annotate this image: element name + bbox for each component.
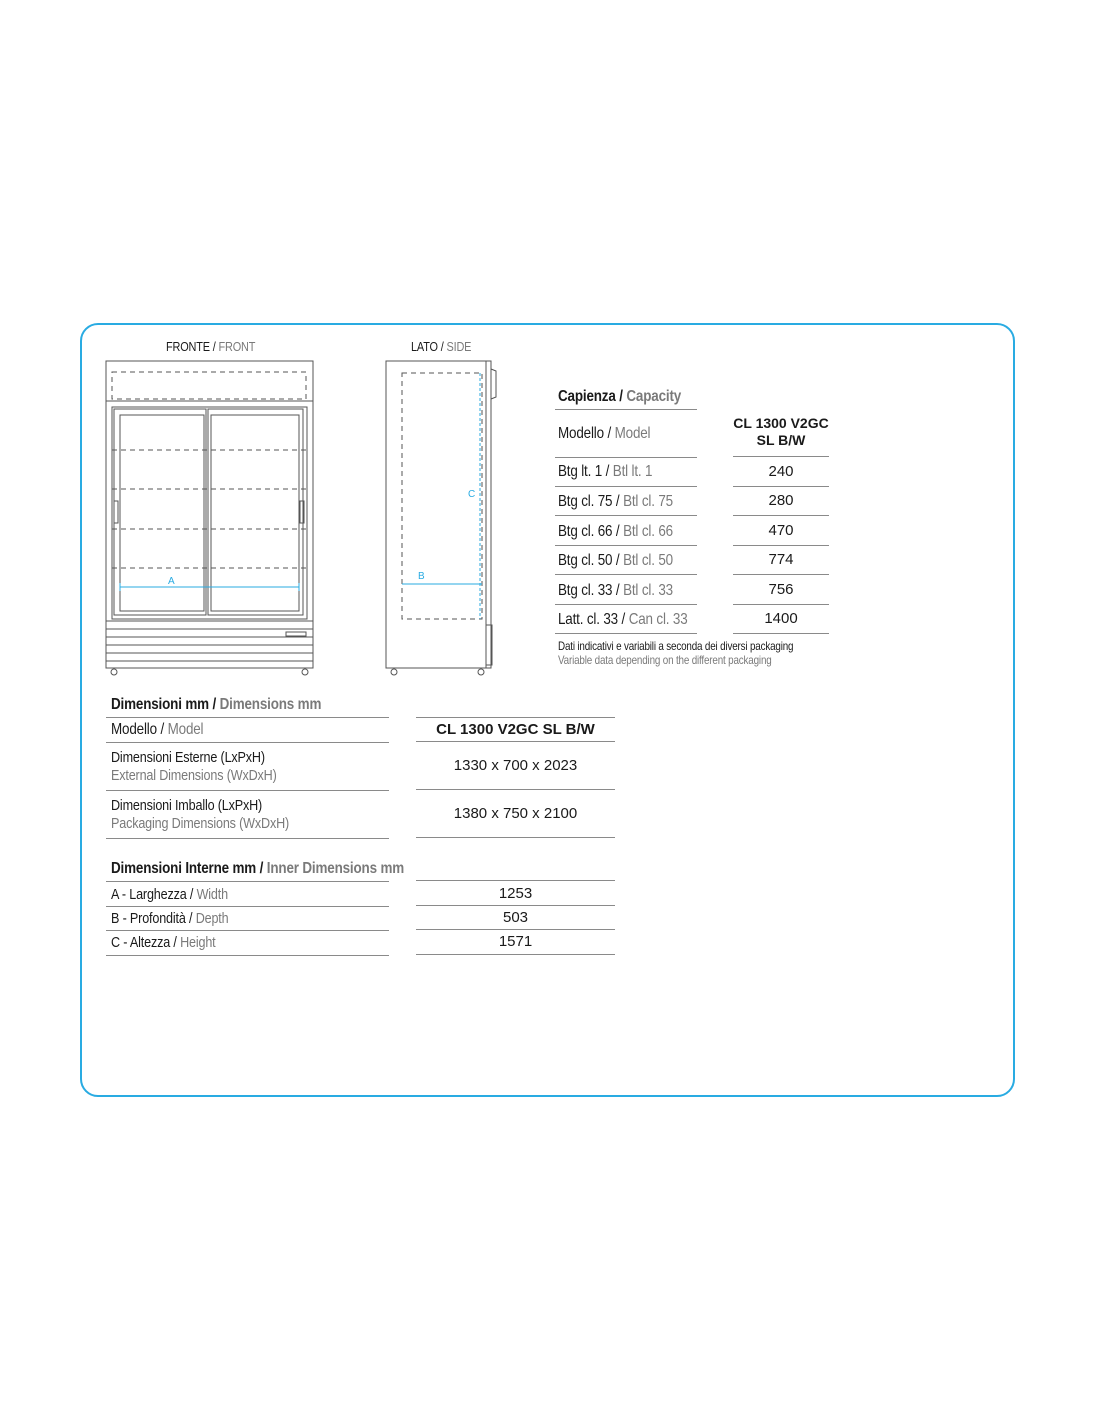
packaging-dimensions-label: Dimensioni Imballo (LxPxH) Packaging Dimensions (WxDxH) xyxy=(111,797,290,832)
side-view-drawing xyxy=(380,355,500,680)
capacity-model-name: CL 1300 V2GC SL B/W xyxy=(733,415,829,448)
capacity-row-label: Btg cl. 50 / Btl cl. 50 xyxy=(558,552,673,569)
dim-b-label: B xyxy=(418,571,425,582)
front-view-label: FRONTE / FRONT xyxy=(166,339,256,354)
capacity-row-value: 774 xyxy=(768,551,794,568)
external-dimensions-value: 1330 x 700 x 2023 xyxy=(453,757,578,774)
capacity-row-label: Btg cl. 66 / Btl cl. 66 xyxy=(558,523,673,540)
dim-c-label: C xyxy=(468,489,476,500)
side-view-label: LATO / SIDE xyxy=(411,339,472,354)
dimensions-model-name: CL 1300 V2GC SL B/W xyxy=(436,721,595,738)
inner-dimensions-title: Dimensioni Interne mm / Inner Dimensions mm xyxy=(111,860,405,877)
capacity-note: Dati indicativi e variabili a seconda dei diversi packaging Variable data depending on the different packaging xyxy=(558,639,794,667)
dim-a-label: A xyxy=(168,576,175,587)
capacity-row-value: 756 xyxy=(768,581,794,598)
inner-row-label: C - Altezza / Height xyxy=(111,934,216,951)
capacity-model-label: Modello / Model xyxy=(558,425,651,442)
capacity-row-label: Btg lt. 1 / Btl lt. 1 xyxy=(558,463,653,480)
capacity-row-label: Latt. cl. 33 / Can cl. 33 xyxy=(558,611,688,628)
capacity-row-value: 1400 xyxy=(764,610,798,627)
capacity-row-label: Btg cl. 33 / Btl cl. 33 xyxy=(558,582,673,599)
inner-row-value: 1571 xyxy=(498,933,533,950)
dimensions-model-label: Modello / Model xyxy=(111,721,204,738)
inner-row-value: 1253 xyxy=(498,885,533,902)
capacity-row-label: Btg cl. 75 / Btl cl. 75 xyxy=(558,493,673,510)
front-view-drawing xyxy=(100,355,320,680)
external-dimensions-label: Dimensioni Esterne (LxPxH) External Dimensions (WxDxH) xyxy=(111,749,277,784)
inner-row-label: A - Larghezza / Width xyxy=(111,886,228,903)
capacity-row-value: 240 xyxy=(768,463,794,480)
dimensions-title: Dimensioni mm / Dimensions mm xyxy=(111,696,322,713)
inner-row-label: B - Profondità / Depth xyxy=(111,910,229,927)
capacity-row-value: 280 xyxy=(768,492,794,509)
inner-row-value: 503 xyxy=(502,909,529,926)
capacity-row-value: 470 xyxy=(768,522,794,539)
capacity-title: Capienza / Capacity xyxy=(558,388,682,405)
packaging-dimensions-value: 1380 x 750 x 2100 xyxy=(453,805,578,822)
